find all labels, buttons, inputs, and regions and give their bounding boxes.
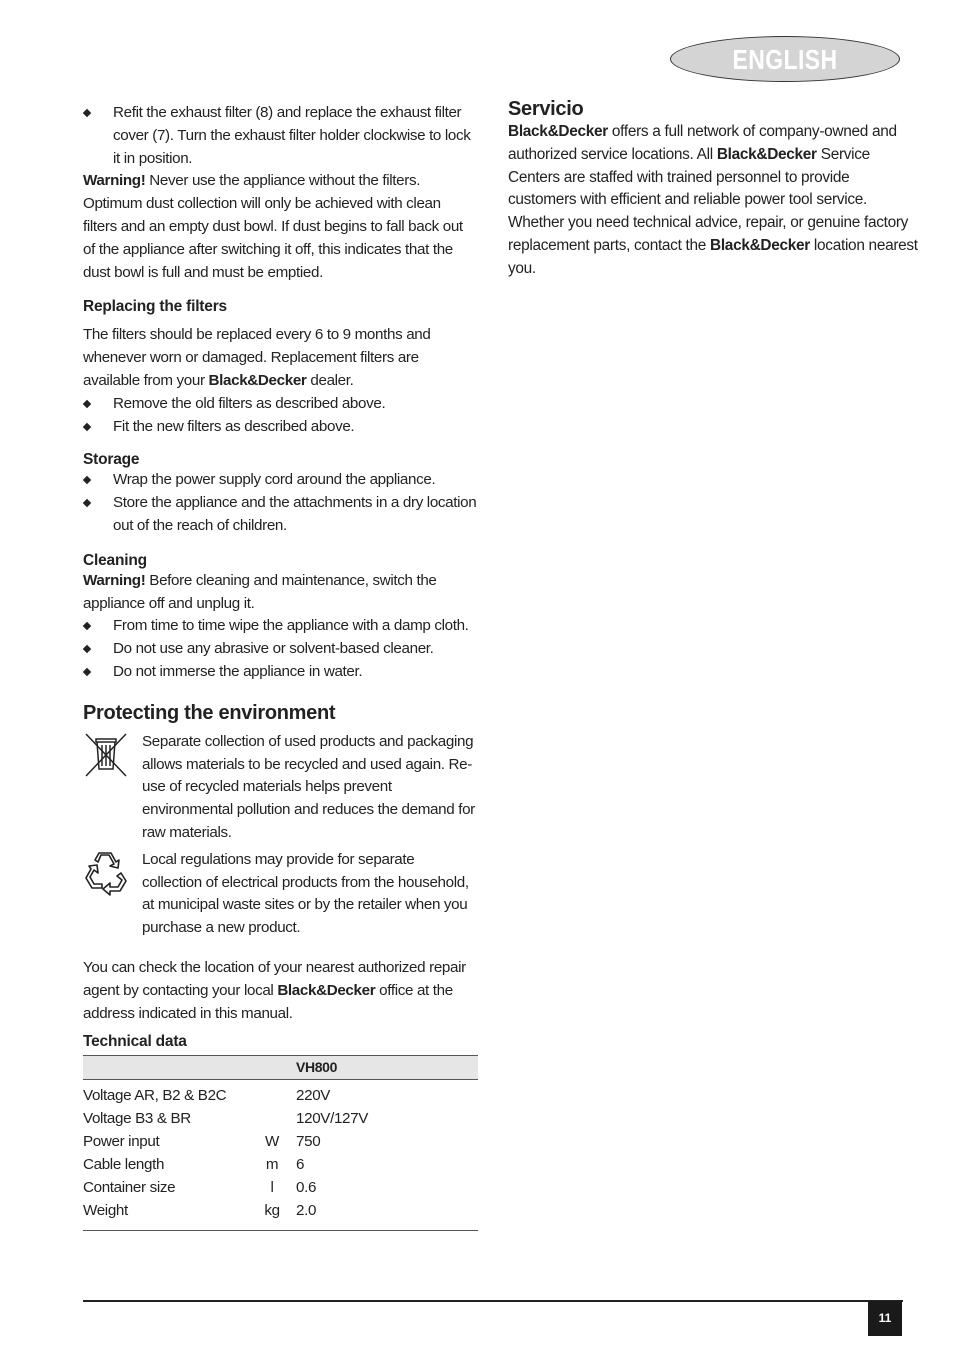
servicio-heading: Servicio xyxy=(508,98,584,120)
language-label: ENGLISH xyxy=(732,44,838,75)
environment-paragraph-1: Separate collection of used products and packaging allows materials to be recycled and used again. Re-use of recycled materials helps prevent environmental pollution and reduces the demand for raw materials. xyxy=(142,732,475,841)
brand-name: Black&Decker xyxy=(710,236,810,254)
table-row: Container size l 0.6 xyxy=(83,1179,317,1197)
cleaning-heading: Cleaning xyxy=(83,551,147,569)
table-row: Voltage AR, B2 & B2C 220V xyxy=(83,1087,331,1105)
bullet-diamond-icon xyxy=(83,476,91,484)
servicio-paragraph: Black&Decker offers a full network of company-owned and authorized service locations. All Black&Decker Service Centers are staffed with trained personnel to provide customers with efficient and reliable power tool service. Whether you need technical advice, repair, or genuine factory replacement parts, contact the Black&Decker location nearest you. xyxy=(508,123,918,277)
brand-name: Black&Decker xyxy=(508,123,608,140)
language-badge xyxy=(670,36,900,82)
brand-name: Black&Decker xyxy=(208,371,307,389)
environment-paragraph-3: You can check the location of your nearest authorized repair agent by contacting your local Black&Decker office at the address indicated in this manual. xyxy=(83,958,466,1022)
bullet-diamond-icon xyxy=(83,109,91,117)
environment-row-bin xyxy=(83,731,478,845)
technical-data-heading: Technical data xyxy=(83,1033,187,1051)
list-item: Do not immerse the appliance in water. xyxy=(83,661,478,684)
environment-paragraph-2: Local regulations may provide for separate collection of electrical products from the household, at municipal waste sites or by the retailer when you purchase a new product. xyxy=(142,850,469,937)
bullet-diamond-icon xyxy=(83,499,91,507)
table-row: Power input W 750 xyxy=(83,1133,321,1151)
brand-name: Black&Decker xyxy=(277,981,376,999)
left-column xyxy=(83,102,478,1231)
list-item: Wrap the power supply cord around the appliance. xyxy=(83,469,478,492)
bullet-diamond-icon xyxy=(83,645,91,653)
table-row: Cable length m 6 xyxy=(83,1156,305,1174)
environment-row-recycle xyxy=(83,849,478,940)
bullet-diamond-icon xyxy=(83,422,91,430)
refit-bullet: Refit the exhaust filter (8) and replace the exhaust filter cover (7). Turn the exhaust filter holder clockwise to lock it in position. xyxy=(83,102,478,170)
list-item: Remove the old filters as described above. xyxy=(83,393,478,416)
technical-data-table xyxy=(83,1055,478,1231)
recycle-icon xyxy=(83,849,129,897)
storage-heading: Storage xyxy=(83,451,140,469)
bullet-diamond-icon xyxy=(83,400,91,408)
replacing-filters-heading: Replacing the filters xyxy=(83,298,227,316)
crossed-bin-icon xyxy=(83,731,129,779)
list-item: From time to time wipe the appliance with a damp cloth. xyxy=(83,615,478,638)
footer-rule xyxy=(83,1300,903,1302)
model-header: VH800 xyxy=(296,1059,338,1076)
right-column xyxy=(508,98,918,281)
cleaning-warning: Warning! Before cleaning and maintenance, switch the appliance off and unplug it. xyxy=(83,571,437,612)
list-item: Do not use any abrasive or solvent-based cleaner. xyxy=(83,638,478,661)
replacing-filters-intro: The filters should be replaced every 6 to 9 months and whenever worn or damaged. Replacement filters are available from your Black&Decker dealer. xyxy=(83,326,431,389)
list-item: Fit the new filters as described above. xyxy=(83,416,478,439)
warning-label: Warning! xyxy=(83,571,146,589)
table-header-row xyxy=(83,1056,478,1080)
bullet-diamond-icon xyxy=(83,668,91,676)
list-item: Store the appliance and the attachments in a dry location out of the reach of children. xyxy=(83,492,478,538)
environment-heading: Protecting the environment xyxy=(83,701,336,724)
bullet-diamond-icon xyxy=(83,622,91,630)
table-row: Weight kg 2.0 xyxy=(83,1199,478,1231)
table-row: Voltage B3 & BR 120V/127V xyxy=(83,1110,369,1128)
warning-paragraph: Warning! Never use the appliance without the filters. Optimum dust collection will only be achieved with clean filters and an empty dust bowl. If dust begins to fall back out of the appliance after switching it off, this indicates that the dust bowl is full and must be emptied. xyxy=(83,172,463,281)
warning-label: Warning! xyxy=(83,172,146,190)
brand-name: Black&Decker xyxy=(716,145,817,163)
page-number: 11 xyxy=(868,1301,902,1336)
